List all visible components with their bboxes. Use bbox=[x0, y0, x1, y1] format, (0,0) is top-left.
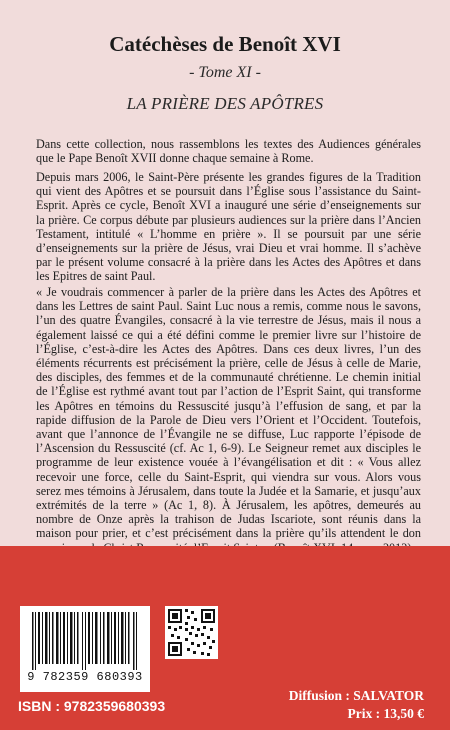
distribution-label: Diffusion : SALVATOR bbox=[288, 688, 424, 703]
price-label: Prix : 13,50 € bbox=[347, 706, 424, 721]
quote-paragraph: « Je voudrais commencer à parler de la prière dans les Actes des Apôtres et dans les Lettres de saint Paul. Saint Luc nous a remis, comme nous le savons, l’un des quatre Évangiles, consacré à la vie terrestre de Jésus, mais il nous a également laissé ce qui a été défini comme le premier livre sur l’histoire de l’Église, c’est-à-dire les Actes des Apôtres. Dans ces deux livres, l’un des éléments récurrents est précisément la prière, celle de Jésus à celle de Marie, des disciples, des femmes et de la communauté chrétienne. Le chemin initial de l’Église est rythmé avant tout par l’action de l’Esprit Saint, qui transforme les Apôtres en témoins du Ressuscité jusqu’à l’effusion de sang, et par la rapide diffusion de la Parole de Dieu vers l’Orient et l’Occident. Toutefois, avant que l’annonce de l’Évangile ne se diffuse, Luc rapporte l’épisode de l’Ascension du Ressuscité (cf. Ac 1, 6-9). Le Seigneur remet aux disciples le programme de leur existence vouée à l’évangélisation et dit : « Vous allez recevoir une force, celle du Saint-Esprit, qui viendra sur vous. Alors vous serez mes témoins à Jérusalem, dans toute la Judée et la Samarie, et jusqu’aux extrémités de la terre » (Ac 1, 8). À Jérusalem, les apôtres, demeurés au nombre de Onze après la trahison de Judas Iscariote, sont réunis dans la maison pour prier, et c’est précisément dans la prière qu’ils attendent le don bbox=[36, 285, 421, 541]
barcode-bars bbox=[30, 612, 140, 670]
barcode bbox=[20, 606, 150, 692]
isbn-label: ISBN : 9782359680393 bbox=[18, 698, 166, 714]
tome-label: - Tome XI - bbox=[189, 64, 261, 81]
barcode-number: 9 782359 680393 bbox=[27, 670, 143, 684]
qr-code-icon bbox=[165, 606, 218, 659]
intro-paragraph: Dans cette collection, nous rassemblons les textes des Audiences générales que le Pape Benoît XVII donne chaque semaine à Rome. bbox=[36, 137, 421, 166]
history-paragraph: Depuis mars 2006, le Saint-Père présente les grandes figures de la Tradition qui vient des Apôtres et se poursuit dans l’Église sous l’assistance du Saint-Esprit. Après ce cycle, Benoît XVI a inauguré une série d’enseignements sur la prière. Ce corpus débute par plusieurs audiences sur la prière dans l’Ancien Testament, intitulé « L’homme en prière ». Il se poursuit par une série d’enseignements sur la prière de Jésus, vrai Dieu et vrai homme. Il s’achève par le présent volume consacré à la prière dans les Actes des Apôtres et dans les Epitres de saint Paul. bbox=[36, 170, 421, 284]
volume-heading: LA PRIÈRE DES APÔTRES bbox=[126, 94, 324, 113]
qr-code bbox=[165, 606, 218, 659]
book-title: Catéchèses de Benoît XVI bbox=[109, 32, 341, 56]
